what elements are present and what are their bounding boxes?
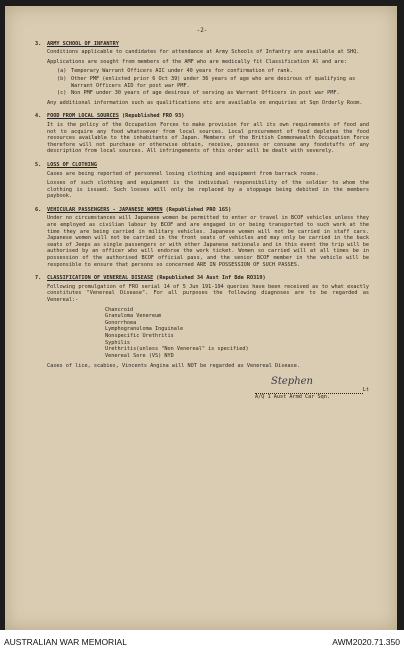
signature-scrawl: Stephen [271, 375, 313, 387]
sub-item-text: Non PMF under 30 years of age desirous of serving as Warrant Officers in post war PMF. [71, 90, 340, 97]
section-number: 3. [35, 40, 42, 47]
section-paragraph: Following promulgation of FRO serial 14 of 5 Jun 191-194 queries have been received as to what exactly constitutes "Venereal Disease". For all purposes the following diagnoses are to be regarded as Venereal:- [47, 283, 369, 303]
section-paragraph: Conditions applicable to candidates for attendance at Army Schools of Infantry are available at SHQ. [47, 49, 360, 56]
diagnosis-item: Syphilis [105, 339, 130, 346]
section-closing-paragraph: Cases of lice, scabies, Vincents Angina will NOT be regarded as Venereal Disease. [47, 363, 300, 370]
footer-institution: AUSTRALIAN WAR MEMORIAL [4, 636, 127, 647]
sub-item-label: (a) [57, 68, 67, 75]
section-number: 5. [35, 161, 42, 168]
section-heading [35, 162, 369, 169]
section-6 [35, 207, 369, 268]
section-heading [35, 275, 369, 282]
signature-block [255, 377, 369, 400]
diagnosis-item: Lymphogranuloma Inguinale [105, 326, 184, 333]
footer-accession-number: AWM2020.71.350 [332, 636, 400, 647]
sub-item-text: Temporary Warrant Officers AIC under 40 years for confirmation of rank. [71, 68, 293, 75]
section-paragraph: Cases are being reported of personnel losing clothing and equipment from barrack rooms. [47, 170, 319, 177]
section-republished-note: (Republished 34 Aust Inf Bde RO319) [153, 275, 266, 282]
diagnosis-item: Nonspecific Urethritis [105, 332, 174, 339]
section-title: FOOD FROM LOCAL SOURCES [47, 113, 119, 120]
sub-item-label: (c) [57, 90, 67, 97]
section-number: 7. [35, 275, 42, 282]
section-title: ARMY SCHOOL OF INFANTRY [47, 40, 119, 47]
section-number: 4. [35, 113, 42, 120]
sub-item [57, 76, 369, 89]
sections-container [35, 41, 369, 370]
section-7 [35, 275, 369, 370]
sub-item-list [57, 68, 369, 96]
section-5 [35, 162, 369, 200]
sub-item-label: (b) [57, 75, 67, 82]
signature-rank: Lt [362, 386, 369, 393]
section-closing-paragraph: Any additional information such as qualifications etc are available on enquiries at Sqn Orderly Room. [47, 99, 363, 106]
page-number: -2- [196, 27, 208, 34]
diagnosis-item: Granuloma Venereum [105, 313, 162, 320]
sub-item [57, 68, 369, 75]
sub-item-text: Other PMF (enlisted prior 6 Oct 39) under 36 years of age who are desirous of qualifying as Warrant Officers AID for post war PMF. [71, 75, 356, 89]
section-heading [35, 41, 369, 48]
diagnosis-item: Chancroid [105, 306, 134, 313]
section-paragraph: Losses of such clothing and equipment is the individual responsibility of the soldier to whom the clothing is issued. Such losses will only be replaced by a stoppage being debited in the members paybook. [47, 180, 369, 200]
diagnosis-item: Gonorrhoea [105, 319, 137, 326]
section-republished-note: (Republished PRO 165) [162, 206, 232, 213]
signature-unit: A/Q 1 Aust Armd Car Sqn. [255, 393, 330, 400]
section-paragraph: Applications are sought from members of the AMF who are medically fit Classification Al and are: [47, 58, 347, 65]
section-title: VEHICULAR PASSENGERS - JAPANESE WOMEN [47, 206, 163, 213]
diagnosis-item: Venereal Sore (VS) NYD [105, 352, 174, 359]
sub-item [57, 90, 369, 97]
section-paragraph: Under no circumstances will Japanese women be permitted to enter or travel in BCOF vehicles unless they are employed as civilian labour by BCOF and are engaged in or being transported to such work at the time they are being carried in military vehicles. Japanese women will not be carried in staff cars. Japanese women will not be carried in the front seats of vehicles and may only be carried in the back seats of Jeeps as single passengers or with other Japanese nationals and in this event the trip will be authorised by an officer who will endorse the work ticket. Women so carried will at all times be in possession of the authorised BCOF official pass, and the senior BCOF member in the vehicle will be responsible to ensure that persons so concerned ARE IN POSSESSION OF SUCH PASSES. [47, 215, 369, 268]
section-number: 6. [35, 206, 42, 213]
document-body [35, 28, 369, 400]
section-title: CLASSIFICATION OF VENEREAL DISEASE [47, 275, 154, 282]
document-page [5, 6, 397, 630]
section-republished-note: (Republished FRO 93) [118, 113, 185, 120]
footer-bar [0, 630, 404, 653]
section-title: LOSS OF CLOTHING [47, 161, 97, 168]
diagnosis-list [105, 307, 369, 360]
section-3 [35, 41, 369, 107]
section-heading [35, 207, 369, 214]
section-paragraph: It is the policy of the Occupation Forces to make provision for all its own requirements of food and not to acquire any food whatsoever from local sources. Local procurement of food depletes the food resources available to the inhabitants of Japan. Members of the British Commonwealth Occupation Force therefore will not purchase or otherwise obtain, receive, possess or consume any foodstuffs of any description from local sources. All infringements of this order will be dealt with severely. [47, 121, 369, 155]
diagnosis-item: Urethritis(unless "Non Venereal" is specified) [105, 346, 249, 353]
section-heading [35, 113, 369, 120]
section-4 [35, 113, 369, 155]
